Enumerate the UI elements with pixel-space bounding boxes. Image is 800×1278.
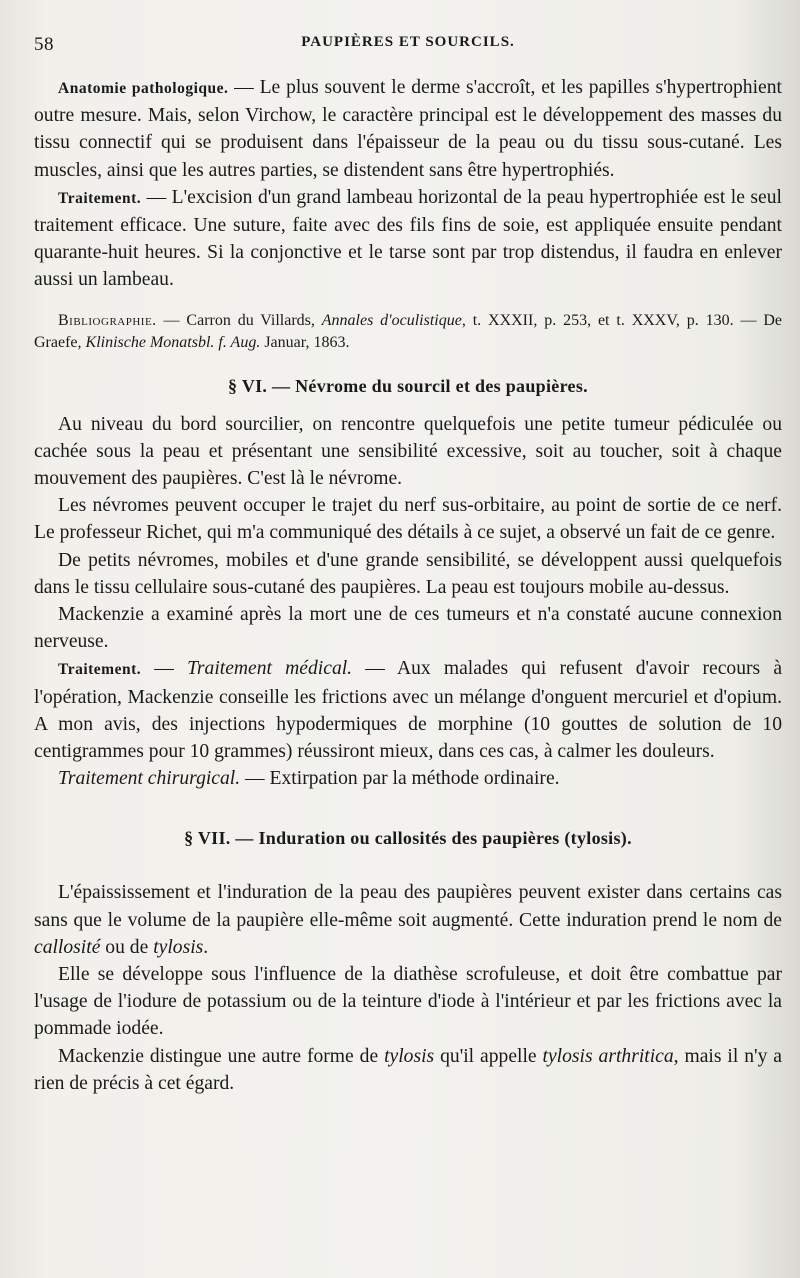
- paragraph-tylosis: [34, 879, 782, 961]
- paragraph-text: — L'excision d'un grand lambeau horizontal de la peau hypertrophiée est le seul traitement efficace. Une suture, faite avec des fils fins de soie, est appliquée ensuite pendant quarante-huit heures. Si la conjonctive et le tarse sont par trop distendus, il faudra en enlever aussi un lambeau.: [34, 186, 782, 291]
- paragraph-text: — Extirpation par la méthode ordinaire.: [240, 768, 560, 790]
- italic-term: tylosis arthritica: [542, 1045, 674, 1067]
- biblio-text: Januar, 1863.: [260, 333, 350, 351]
- bibliography: [34, 310, 782, 354]
- italic-term: tylosis: [384, 1045, 435, 1067]
- page-content: [34, 30, 782, 1097]
- paragraph: Mackenzie a examiné après la mort une de ces tumeurs et n'a constaté aucune connexion nerveuse.: [34, 604, 782, 653]
- italic-term: callosité: [34, 936, 101, 958]
- paragraph-text: Mackenzie distingue une autre forme de: [58, 1045, 385, 1067]
- section-heading-induration: § VII. — Induration ou callosités des paupières (tylosis).: [184, 828, 632, 849]
- paragraph-traitement: [34, 184, 782, 294]
- paragraph-traitement-nevrome: [34, 655, 782, 765]
- runin-heading: Anatomie pathologique.: [58, 80, 229, 97]
- italic-subheading: Traitement médical.: [187, 658, 353, 680]
- paragraph-text: — Aux malades qui refusent d'avoir recours à l'opération, Mackenzie conseille les frictions avec un mélange d'onguent mercuriel et d'opium. A mon avis, des injections hypodermiques de morphine (10 gouttes de solution de 10 centigrammes pour 10 grammes) réussiront mieux, dans ces cas, à calmer les douleurs.: [34, 658, 783, 763]
- paragraph-text: —: [141, 658, 188, 680]
- paragraph-text: qu'il appelle: [434, 1045, 543, 1067]
- runin-heading: Traitement.: [58, 661, 142, 679]
- page-header: [34, 30, 782, 58]
- paragraph: Les névromes peuvent occuper le trajet du nerf sus-orbitaire, au point de sortie de ce nerf. Le professeur Richet, qui m'a communiqué des détails à ce sujet, a observé un fait de ce genre.: [34, 495, 782, 544]
- section-heading-nevrome: § VI. — Névrome du sourcil et des paupières.: [228, 375, 588, 396]
- italic-subheading: Traitement chirurgical.: [58, 768, 241, 790]
- paragraph-chirurgical: [34, 765, 782, 792]
- paragraph-text: .: [203, 936, 209, 958]
- paragraph-tylosis-arthritica: [34, 1043, 782, 1097]
- italic-term: tylosis: [153, 936, 204, 958]
- biblio-title: Annales d'oculistique: [321, 311, 462, 329]
- paragraph-text: L'épaississement et l'induration de la peau des paupières peuvent exister dans certains cas sans que le volume de la paupière elle-même soit augmenté. Cette induration prend le nom de: [34, 882, 782, 931]
- paragraph: Au niveau du bord sourcilier, on rencontre quelquefois une petite tumeur pédiculée ou cachée sous la peau et présentant une sensibilité excessive, soit au toucher, soit à chaque mouvement des paupières. C'est là le névrome.: [34, 413, 782, 490]
- biblio-text: , t. XXXII, p. 253, et t. XXXV, p. 130. — De Graefe,: [34, 311, 782, 351]
- page-number: 58: [34, 34, 54, 55]
- bibliography-label: Bibliographie.: [58, 311, 157, 329]
- runin-heading: Traitement.: [58, 189, 142, 207]
- biblio-title: Klinische Monatsbl. f. Aug.: [85, 333, 261, 351]
- biblio-text: — Carron du Villards,: [156, 311, 322, 329]
- paragraph: De petits névromes, mobiles et d'une grande sensibilité, se développent aussi quelquefois dans le tissu cellulaire sous-cutané des paupières. La peau est toujours mobile au-dessus.: [34, 549, 782, 598]
- paragraph-anatomie: [34, 74, 782, 184]
- paragraph: Elle se développe sous l'influence de la diathèse scrofuleuse, et doit être combattue par l'usage de l'iodure de potassium ou de la teinture d'iode à l'intérieur et par les frictions avec la pommade iodée.: [34, 964, 782, 1040]
- running-head: PAUPIÈRES ET SOURCILS.: [301, 34, 515, 50]
- paragraph-text: — Le plus souvent le derme s'accroît, et les papilles s'hypertrophient outre mesure. Mais, selon Virchow, le caractère principal est le développement des masses du tissu connectif qui se produisent dans l'épaisseur de la peau ou du tissu sous-cutané. Les muscles, ainsi que les autres parties, se distendent sans être hypertrophiés.: [34, 77, 782, 181]
- paragraph-text: ou de: [100, 936, 154, 958]
- paragraph-text: , mais il n'y a rien de précis à cet égard.: [34, 1045, 782, 1094]
